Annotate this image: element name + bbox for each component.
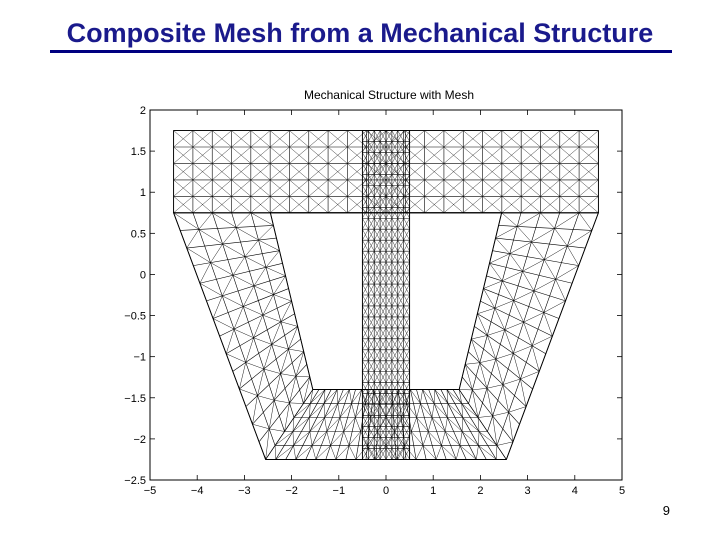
left-leg-mesh-diagonal: [252, 424, 269, 429]
right-leg-mesh-diagonal: [531, 242, 544, 260]
right-leg-mesh-diagonal: [556, 279, 566, 301]
bottom-base-mesh-diagonal: [349, 445, 356, 459]
bottom-base-mesh-diagonal: [310, 418, 325, 432]
slide-title: Composite Mesh from a Mechanical Structure: [66, 18, 654, 48]
y-tick-label: 1: [139, 187, 146, 200]
right-leg-mesh-diagonal: [490, 254, 510, 264]
left-leg-mesh-diagonal: [234, 329, 254, 338]
bottom-base-mesh-diagonal: [460, 431, 462, 445]
bottom-base-mesh-diagonal: [376, 445, 386, 459]
bottom-base-mesh-diagonal: [428, 418, 432, 432]
bottom-base-mesh-diagonal: [434, 404, 447, 418]
bottom-base-mesh-diagonal: [312, 431, 327, 445]
bottom-base-mesh-diagonal: [352, 404, 356, 418]
right-leg-mesh-diagonal: [513, 346, 532, 354]
mesh-layer: [174, 131, 599, 460]
right-leg-mesh-diagonal: [487, 385, 503, 389]
bottom-base-mesh-diagonal: [296, 445, 312, 459]
right-leg-mesh-diagonal: [465, 363, 480, 365]
bottom-base-mesh-diagonal: [293, 418, 309, 432]
bottom-base-mesh-diagonal: [325, 418, 327, 432]
bottom-base-mesh-diagonal: [331, 445, 336, 459]
left-leg-mesh-edge: [206, 276, 285, 301]
right-leg-mesh-diagonal: [540, 213, 554, 229]
bottom-base-mesh-diagonal: [275, 445, 276, 459]
bottom-base-mesh-diagonal: [478, 445, 496, 459]
y-tick-label: −1.5: [124, 392, 146, 405]
left-leg-mesh-diagonal: [246, 362, 264, 369]
right-leg-mesh-diagonal: [472, 388, 487, 390]
left-leg-mesh-edge: [193, 251, 279, 266]
y-tick-label: −1: [133, 351, 146, 364]
right-leg-mesh-diagonal: [502, 271, 522, 281]
left-leg-mesh-diagonal: [281, 374, 296, 377]
left-leg-mesh: [174, 213, 313, 460]
left-leg-mesh-diagonal: [199, 213, 212, 230]
right-leg-mesh-diagonal: [471, 335, 487, 339]
right-leg-mesh: [459, 213, 598, 460]
left-leg-mesh-diagonal: [254, 338, 272, 345]
x-tick-label: 2: [477, 485, 484, 497]
bottom-base-mesh-diagonal: [435, 390, 448, 404]
left-leg-mesh-diagonal: [239, 389, 257, 396]
y-tick-label: −2.5: [124, 475, 146, 487]
right-leg-mesh-edge: [483, 289, 559, 319]
right-leg-mesh-diagonal: [567, 246, 578, 266]
right-leg-mesh-diagonal: [502, 213, 518, 227]
bottom-base-mesh-diagonal: [462, 431, 478, 445]
bottom-base-mesh-diagonal: [496, 445, 497, 459]
x-tick-label: −3: [238, 485, 251, 497]
x-tick-label: 5: [618, 485, 626, 497]
left-leg-mesh-diagonal: [243, 307, 263, 316]
right-leg-mesh-diagonal: [480, 359, 496, 363]
right-leg-mesh-diagonal: [555, 213, 580, 229]
bottom-base-mesh-diagonal: [340, 418, 344, 432]
left-leg-mesh-diagonal: [273, 276, 285, 295]
right-leg-mesh-diagonal: [505, 322, 524, 330]
left-leg-mesh-diagonal: [281, 322, 298, 327]
bottom-base-mesh-diagonal: [312, 445, 316, 459]
right-leg-mesh-diagonal: [579, 213, 592, 231]
y-tick-label: 2: [139, 105, 146, 117]
right-leg-mesh-diagonal: [477, 308, 494, 314]
left-leg-mesh-diagonal: [288, 349, 303, 352]
y-tick-label: 0.5: [130, 228, 146, 241]
y-tick-label: 1.5: [130, 146, 146, 159]
bottom-base-mesh-diagonal: [432, 404, 434, 418]
left-leg-mesh-diagonal: [258, 225, 273, 240]
bottom-base-mesh-diagonal: [423, 431, 428, 445]
bottom-base-mesh-diagonal: [417, 404, 421, 418]
right-leg-mesh-diagonal: [496, 353, 513, 359]
right-leg-mesh-edge: [499, 225, 592, 230]
right-leg-mesh-diagonal: [567, 230, 592, 246]
bottom-base-mesh-diagonal: [324, 404, 325, 418]
left-leg-mesh-diagonal: [266, 267, 286, 276]
bottom-base-mesh-diagonal: [386, 431, 394, 445]
y-tick-label: 0: [139, 269, 146, 282]
right-leg-mesh-diagonal: [483, 281, 502, 289]
right-leg-mesh-diagonal: [544, 246, 567, 260]
left-leg-mesh-diagonal: [187, 229, 199, 248]
slide-number: 9: [662, 503, 670, 518]
right-leg-mesh-diagonal: [517, 226, 531, 242]
left-leg-mesh-diagonal: [257, 369, 263, 396]
bottom-base-mesh-edge: [346, 390, 362, 460]
x-tick-label: 0: [382, 485, 390, 497]
left-leg-mesh-diagonal: [174, 213, 199, 230]
right-leg-mesh-diagonal: [556, 266, 579, 280]
plot-title: Mechanical Structure with Mesh: [303, 88, 475, 102]
bottom-base-mesh-diagonal: [355, 418, 360, 432]
bottom-base-mesh-diagonal: [344, 431, 349, 445]
right-leg-mesh-diagonal: [544, 260, 555, 280]
right-leg-mesh-edge: [474, 326, 539, 371]
bottom-base-mesh-diagonal: [337, 390, 338, 404]
bottom-base-mesh-diagonal: [310, 431, 312, 445]
bottom-base-mesh-diagonal: [294, 431, 310, 445]
right-leg-mesh-diagonal: [478, 416, 493, 418]
left-leg-mesh-diagonal: [263, 295, 274, 316]
right-leg-mesh-diagonal: [505, 330, 514, 354]
bottom-base-mesh-diagonal: [420, 390, 422, 404]
bottom-base-mesh-diagonal: [275, 431, 293, 445]
left-leg-mesh-edge: [187, 238, 277, 248]
left-leg-mesh-diagonal: [223, 227, 236, 244]
x-tick-label: 1: [430, 485, 437, 497]
bottom-base-mesh-diagonal: [478, 431, 479, 445]
left-leg-mesh-edge: [200, 263, 283, 283]
bottom-base-mesh-edge: [435, 390, 466, 460]
left-leg-mesh-diagonal: [269, 429, 284, 432]
left-leg-mesh-diagonal: [285, 403, 290, 432]
bottom-base-mesh-diagonal: [309, 404, 324, 418]
left-leg-mesh-diagonal: [254, 286, 274, 295]
left-leg-mesh-diagonal: [296, 376, 310, 377]
bottom-base-mesh-diagonal: [423, 390, 435, 404]
bottom-base-mesh-diagonal: [294, 445, 296, 459]
x-tick-label: 4: [571, 485, 578, 497]
x-tick-label: −2: [285, 485, 298, 497]
left-leg-mesh-diagonal: [290, 403, 304, 404]
left-leg-mesh-diagonal: [245, 240, 258, 257]
bottom-base-mesh-diagonal: [325, 404, 338, 418]
y-tick-label: −0.5: [124, 310, 146, 323]
bottom-base-mesh-diagonal: [324, 390, 337, 404]
x-tick-label: −1: [332, 485, 346, 497]
bottom-base-mesh-diagonal: [448, 404, 463, 418]
left-leg-mesh-diagonal: [264, 369, 281, 374]
bottom-base-mesh-diagonal: [309, 418, 310, 432]
bottom-base-mesh-diagonal: [338, 404, 340, 418]
x-tick-label: 3: [524, 485, 531, 497]
bottom-base-mesh-diagonal: [361, 431, 368, 445]
bottom-base-mesh-diagonal: [447, 418, 462, 432]
bottom-base-mesh-diagonal: [432, 418, 445, 432]
bottom-base-mesh-diagonal: [293, 431, 294, 445]
bottom-base-mesh-diagonal: [445, 418, 447, 432]
right-leg-mesh-diagonal: [487, 388, 493, 416]
left-leg-mesh-diagonal: [251, 213, 273, 226]
bottom-base-mesh-diagonal: [436, 445, 441, 459]
right-leg-mesh-diagonal: [509, 407, 526, 413]
left-leg-mesh-edge: [213, 289, 289, 319]
bottom-base-mesh-diagonal: [447, 404, 448, 418]
bottom-base-mesh-diagonal: [293, 418, 294, 432]
right-leg-mesh-diagonal: [514, 291, 534, 301]
right-leg-mesh-diagonal: [503, 385, 509, 413]
bottom-base-mesh-diagonal: [411, 418, 416, 432]
left-leg-mesh-diagonal: [199, 229, 223, 244]
left-leg-mesh-diagonal: [258, 240, 279, 251]
bottom-base-mesh-edge: [410, 390, 426, 460]
bottom-base-mesh-diagonal: [476, 445, 478, 459]
bottom-base-mesh-diagonal: [478, 418, 479, 432]
x-tick-label: −5: [143, 485, 157, 497]
right-leg-mesh-diagonal: [496, 359, 503, 385]
left-leg-mesh-diagonal: [257, 396, 274, 401]
bottom-base-mesh-diagonal: [416, 445, 423, 459]
bottom-base-mesh-diagonal: [463, 418, 479, 432]
right-leg-mesh-diagonal: [487, 330, 504, 336]
right-leg-mesh-diagonal: [503, 379, 520, 385]
right-leg-mesh-edge: [486, 276, 565, 301]
bottom-base-mesh-diagonal: [349, 390, 351, 404]
bottom-base-mesh-diagonal: [327, 431, 331, 445]
bottom-base-mesh-diagonal: [462, 418, 463, 432]
left-leg-mesh-diagonal: [233, 257, 245, 276]
left-leg-mesh-diagonal: [211, 244, 223, 263]
bottom-base-mesh-diagonal: [456, 445, 460, 459]
bottom-base-mesh-diagonal: [445, 431, 460, 445]
x-tick-label: −4: [190, 485, 204, 497]
bottom-base-mesh-diagonal: [479, 431, 497, 445]
bottom-base-mesh-diagonal: [338, 390, 350, 404]
left-leg-mesh-diagonal: [254, 315, 263, 338]
bottom-base-mesh-diagonal: [378, 431, 386, 445]
right-leg-mesh-diagonal: [496, 226, 518, 238]
left-leg-mesh-diagonal: [200, 263, 211, 284]
left-leg-mesh-diagonal: [273, 295, 291, 302]
y-tick-label: −2: [133, 433, 146, 446]
bottom-base-mesh-diagonal: [441, 431, 445, 445]
right-leg-mesh-diagonal: [493, 412, 509, 416]
bottom-base-mesh-diagonal: [460, 445, 476, 459]
right-leg-mesh-diagonal: [555, 228, 568, 246]
left-leg-mesh-diagonal: [272, 344, 289, 349]
left-leg-mesh-diagonal: [236, 213, 251, 228]
bottom-base-mesh-edge: [306, 390, 337, 460]
left-leg-mesh-diagonal: [263, 315, 281, 322]
right-leg-mesh-edge: [493, 251, 579, 266]
left-leg-mesh-diagonal: [264, 344, 272, 369]
left-leg-mesh-diagonal: [187, 248, 211, 263]
left-leg-mesh-diagonal: [200, 283, 222, 296]
bottom-base-mesh-diagonal: [276, 445, 294, 459]
right-leg-mesh-diagonal: [495, 301, 514, 309]
bottom-base-mesh-diagonal: [434, 390, 435, 404]
bottom-base-mesh-diagonal: [386, 445, 396, 459]
bottom-base-mesh-diagonal: [404, 431, 411, 445]
left-leg-mesh-diagonal: [245, 257, 266, 268]
bottom-base-mesh-diagonal: [327, 418, 340, 432]
left-leg-mesh-diagonal: [274, 400, 289, 403]
left-leg-mesh-diagonal: [274, 374, 280, 401]
right-leg-mesh-diagonal: [497, 442, 513, 446]
left-leg-mesh-diagonal: [254, 267, 266, 286]
